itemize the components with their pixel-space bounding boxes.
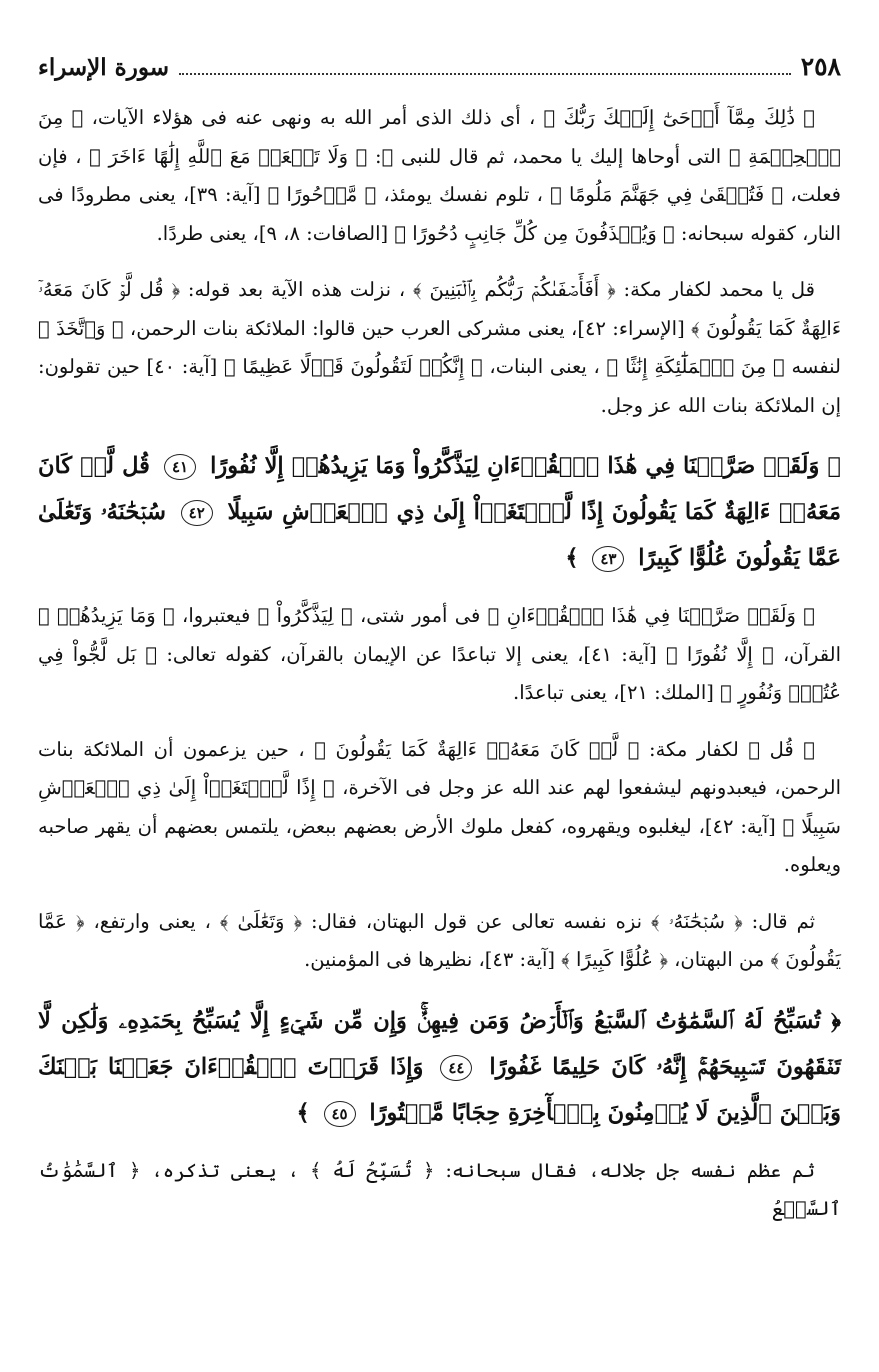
verse-43-text: سُبۡحَٰنَهُۥ وَتَعَٰلَىٰ عَمَّا يَقُولُونَ عُلُوًّا كَبِيرًا xyxy=(38,499,841,571)
ayah-number-43: ٤٣ xyxy=(592,546,624,572)
quran-verse-block-1 xyxy=(38,443,841,581)
paragraph-6: ثم عظم نفسه جل جلاله، فقال سبحانه: ﴿ تُسَبِّحُ لَهُ ﴾ ، يعنى تذكره، ﴿ ٱلسَّمَٰوَٰتُ ٱلسَّبۡعُ xyxy=(38,1158,841,1220)
paragraph-3: ﴿ وَلَقَدۡ صَرَّفۡنَا فِي هَٰذَا ٱلۡقُرۡءَانِ ﴾ فى أمور شتى، ﴿ لِيَذَّكَّرُواْ ﴾ فيعتبروا، ﴿ وَمَا يَزِيدُهُمۡ ﴾ القرآن، ﴿ إِلَّا نُفُورًا ﴾ [آية: ٤١]، يعنى إلا تباعدًا عن الإيمان بالقرآن، كقوله تعالى: ﴿ بَل لَّجُّواْ فِي عُتُوّٖ وَنُفُورٍ ﴾ [الملك: ٢١]، يعنى تباعدًا. xyxy=(38,604,841,704)
verse-44-text: ﴿ تُسَبِّحُ لَهُ ٱلسَّمَٰوَٰتُ ٱلسَّبۡعُ وَٱلۡأَرۡضُ وَمَن فِيهِنَّۚ وَإِن مِّن شَيۡءٍ إِلَّا يُسَبِّحُ بِحَمۡدِهِۦ وَلَٰكِن لَّا تَفۡقَهُونَ تَسۡبِيحَهُمۡۚ إِنَّهُۥ كَانَ حَلِيمًا غَفُورًا xyxy=(38,1007,841,1080)
sura-title: سورة الإسراء xyxy=(38,54,169,81)
verse-close-bracket: ﴾ xyxy=(565,545,579,571)
page-number: ٢٥٨ xyxy=(800,52,841,81)
paragraph-1: ﴿ ذَٰلِكَ مِمَّآ أَوۡحَىٰٓ إِلَيۡكَ رَبُّكَ ﴾ ، أى ذلك الذى أمر الله به ونهى عنه فى هؤلاء الآيات، ﴿ مِنَ ٱلۡحِكۡمَةِ ﴾ التى أوحاها إليك يا محمد، ثم قال للنبى ﷺ: ﴿ وَلَا تَجۡعَلۡ مَعَ ٱللَّهِ إِلَٰهًا ءَاخَرَ ﴾ ، فإن فعلت، ﴿ فَتُلۡقَىٰ فِي جَهَنَّمَ مَلُومًا ﴾ ، تلوم نفسك يومئذ، ﴿ مَّدۡحُورًا ﴾ [آية: ٣٩]، يعنى مطرودًا فى النار، كقوله سبحانه: ﴿ وَيُقۡذَفُونَ مِن كُلِّ جَانِبٍ دُحُورًا ﴾ [الصافات: ٨، ٩]، يعنى طردًا. xyxy=(38,106,841,245)
ayah-number-45: ٤٥ xyxy=(324,1101,356,1127)
ayah-number-44: ٤٤ xyxy=(440,1055,472,1081)
verse-45-text: وَإِذَا قَرَأۡتَ ٱلۡقُرۡءَانَ جَعَلۡنَا بَيۡنَكَ وَبَيۡنَ ٱلَّذِينَ لَا يُؤۡمِنُونَ بِٱلۡأٓخِرَةِ حِجَابًا مَّسۡتُورًا xyxy=(38,1053,841,1126)
ayah-number-41: ٤١ xyxy=(164,454,196,480)
verse-close-bracket-2: ﴾ xyxy=(296,1099,310,1126)
verse-41-text: ﴿ وَلَقَدۡ صَرَّفۡنَا فِي هَٰذَا ٱلۡقُرۡءَانِ لِيَذَّكَّرُواْ وَمَا يَزِيدُهُمۡ إِلَّا نُفُورًا xyxy=(210,453,841,479)
paragraph-5: ثم قال: ﴿ سُبۡحَٰنَهُۥ ﴾ نزه نفسه تعالى عن قول البهتان، فقال: ﴿ وَتَعَٰلَىٰ ﴾ ، يعنى وارتفع، ﴿ عَمَّا يَقُولُونَ ﴾ من البهتان، ﴿ عُلُوًّا كَبِيرًا ﴾ [آية: ٤٣]، نظيرها فى المؤمنين. xyxy=(38,909,841,971)
verse-42-text: قُل لَّوۡ كَانَ مَعَهُۥٓ ءَالِهَةٌ كَمَا يَقُولُونَ إِذًا لَّٱبۡتَغَوۡاْ إِلَىٰ ذِي ٱلۡعَرۡشِ سَبِيلًا xyxy=(38,453,842,525)
page-header xyxy=(38,50,841,85)
header-dotted-leader xyxy=(179,59,791,75)
paragraph-4: ﴿ قُل ﴾ لكفار مكة: ﴿ لَّوۡ كَانَ مَعَهُۥٓ ءَالِهَةٌ كَمَا يَقُولُونَ ﴾ ، حين يزعمون أن الملائكة بنات الرحمن، فيعبدونهم ليشفعوا لهم عند الله عز وجل فى الآخرة، ﴿ إِذًا لَّٱبۡتَغَوۡاْ إِلَىٰ ذِي ٱلۡعَرۡشِ سَبِيلًا ﴾ [آية: ٤٢]، ليغلبوه ويقهروه، كفعل ملوك الأرض بعضهم ببعض، يلتمس بعضهم أن يقهر صاحبه ويعلوه. xyxy=(38,737,841,876)
paragraph-2: قل يا محمد لكفار مكة: ﴿ أَفَأَصۡفَىٰكُمۡ رَبُّكُم بِٱلۡبَنِينَ ﴾ ، نزلت هذه الآية بعد قوله: ﴿ قُل لَّوۡ كَانَ مَعَهُۥٓ ءَالِهَةٌ كَمَا يَقُولُونَ ﴾ [الإسراء: ٤٢]، يعنى مشركى العرب حين قالوا: الملائكة بنات الرحمن، ﴿ وَٱتَّخَذَ ﴾ لنفسه ﴿ مِنَ ٱلۡمَلَٰٓئِكَةِ إِنَٰثًا ﴾ ، يعنى البنات، ﴿ إِنَّكُمۡ لَتَقُولُونَ قَوۡلًا عَظِيمًا ﴾ [آية: ٤٠] حين تقولون: إن الملائكة بنات الله عز وجل. xyxy=(38,278,842,417)
ayah-number-42: ٤٢ xyxy=(181,500,213,526)
quran-verse-block-2 xyxy=(38,998,841,1136)
